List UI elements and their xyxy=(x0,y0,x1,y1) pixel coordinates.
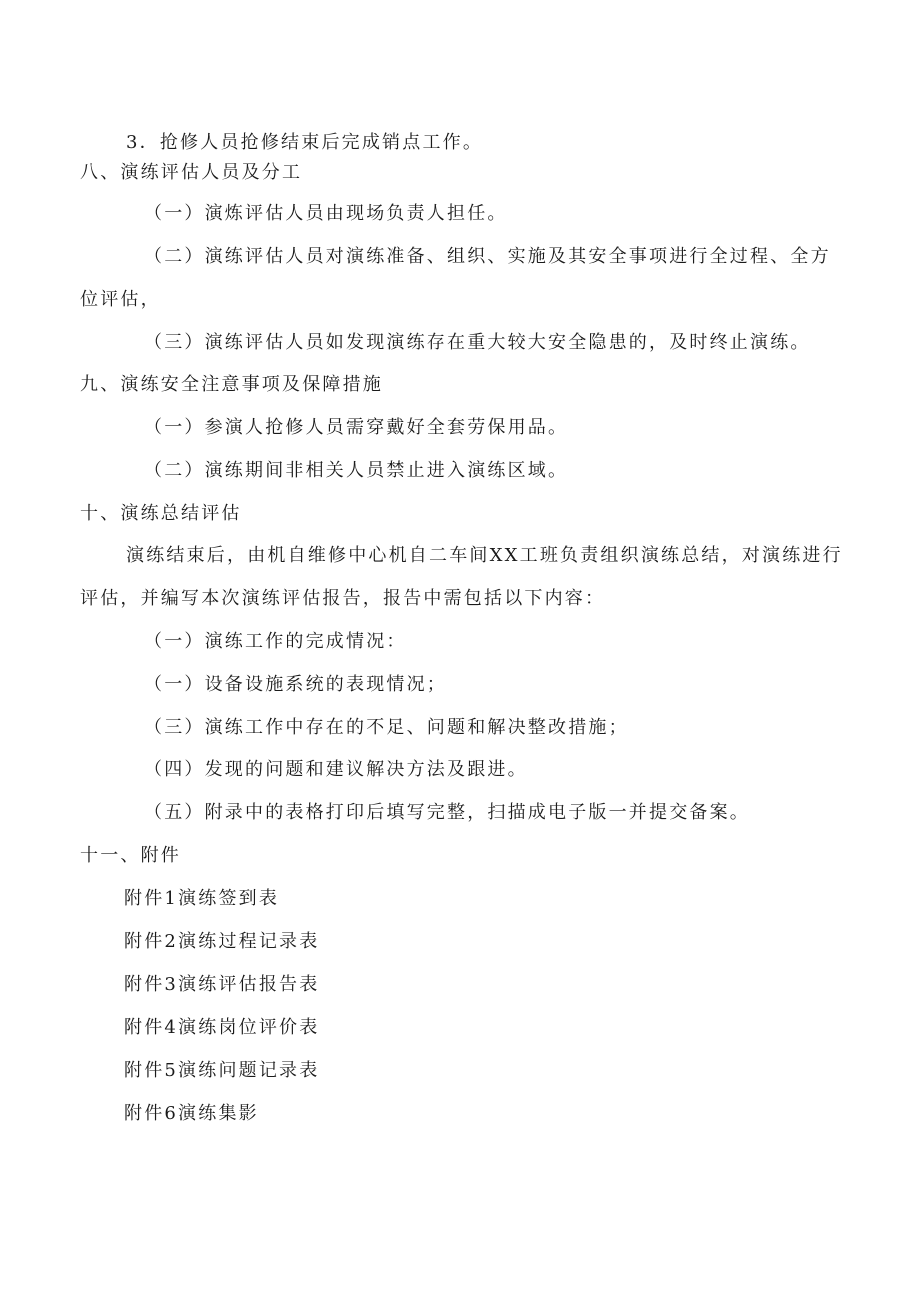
appendix-item: 附件3演练评估报告表 xyxy=(124,974,320,995)
section-8-heading: 八、演练评估人员及分工 xyxy=(80,162,303,183)
appendix-item: 附件2演练过程记录表 xyxy=(124,931,320,952)
paragraph-line: 评估，并编写本次演练评估报告，报告中需包括以下内容： xyxy=(80,588,606,609)
paragraph-line: （二）演练期间非相关人员禁止进入演练区域。 xyxy=(144,460,569,481)
paragraph-line: （二）演练评估人员对演练准备、组织、实施及其安全事项进行全过程、全方 xyxy=(144,246,831,267)
paragraph-line: （四）发现的问题和建议解决方法及跟进。 xyxy=(144,759,528,780)
paragraph-line: （三）演练评估人员如发现演练存在重大较大安全隐患的，及时终止演练。 xyxy=(144,332,811,353)
paragraph-line: （五）附录中的表格打印后填写完整，扫描成电子版一并提交备案。 xyxy=(144,802,750,823)
appendix-item: 附件4演练岗位评价表 xyxy=(124,1017,320,1038)
section-10-heading: 十、演练总结评估 xyxy=(80,503,242,524)
paragraph-line: （一）参演人抢修人员需穿戴好全套劳保用品。 xyxy=(144,417,569,438)
paragraph-line: （一）设备设施系统的表现情况； xyxy=(144,674,447,695)
paragraph-line: （一）演炼评估人员由现场负责人担任。 xyxy=(144,203,508,224)
paragraph-line: （一）演练工作的完成情况： xyxy=(144,631,407,652)
paragraph-line: 位评估， xyxy=(80,289,161,310)
paragraph-line: 演练结束后，由机自维修中心机自二车间XX工班负责组织演练总结，对演练进行 xyxy=(126,545,843,566)
item-3-line: 3．抢修人员抢修结束后完成销点工作。 xyxy=(126,132,484,153)
section-9-heading: 九、演练安全注意事项及保障措施 xyxy=(80,374,383,395)
appendix-item: 附件6演练集影 xyxy=(124,1103,259,1124)
section-11-heading: 十一、附件 xyxy=(80,845,181,866)
paragraph-line: （三）演练工作中存在的不足、问题和解决整改措施； xyxy=(144,717,629,738)
appendix-item: 附件5演练问题记录表 xyxy=(124,1060,320,1081)
appendix-item: 附件1演练签到表 xyxy=(124,888,280,909)
